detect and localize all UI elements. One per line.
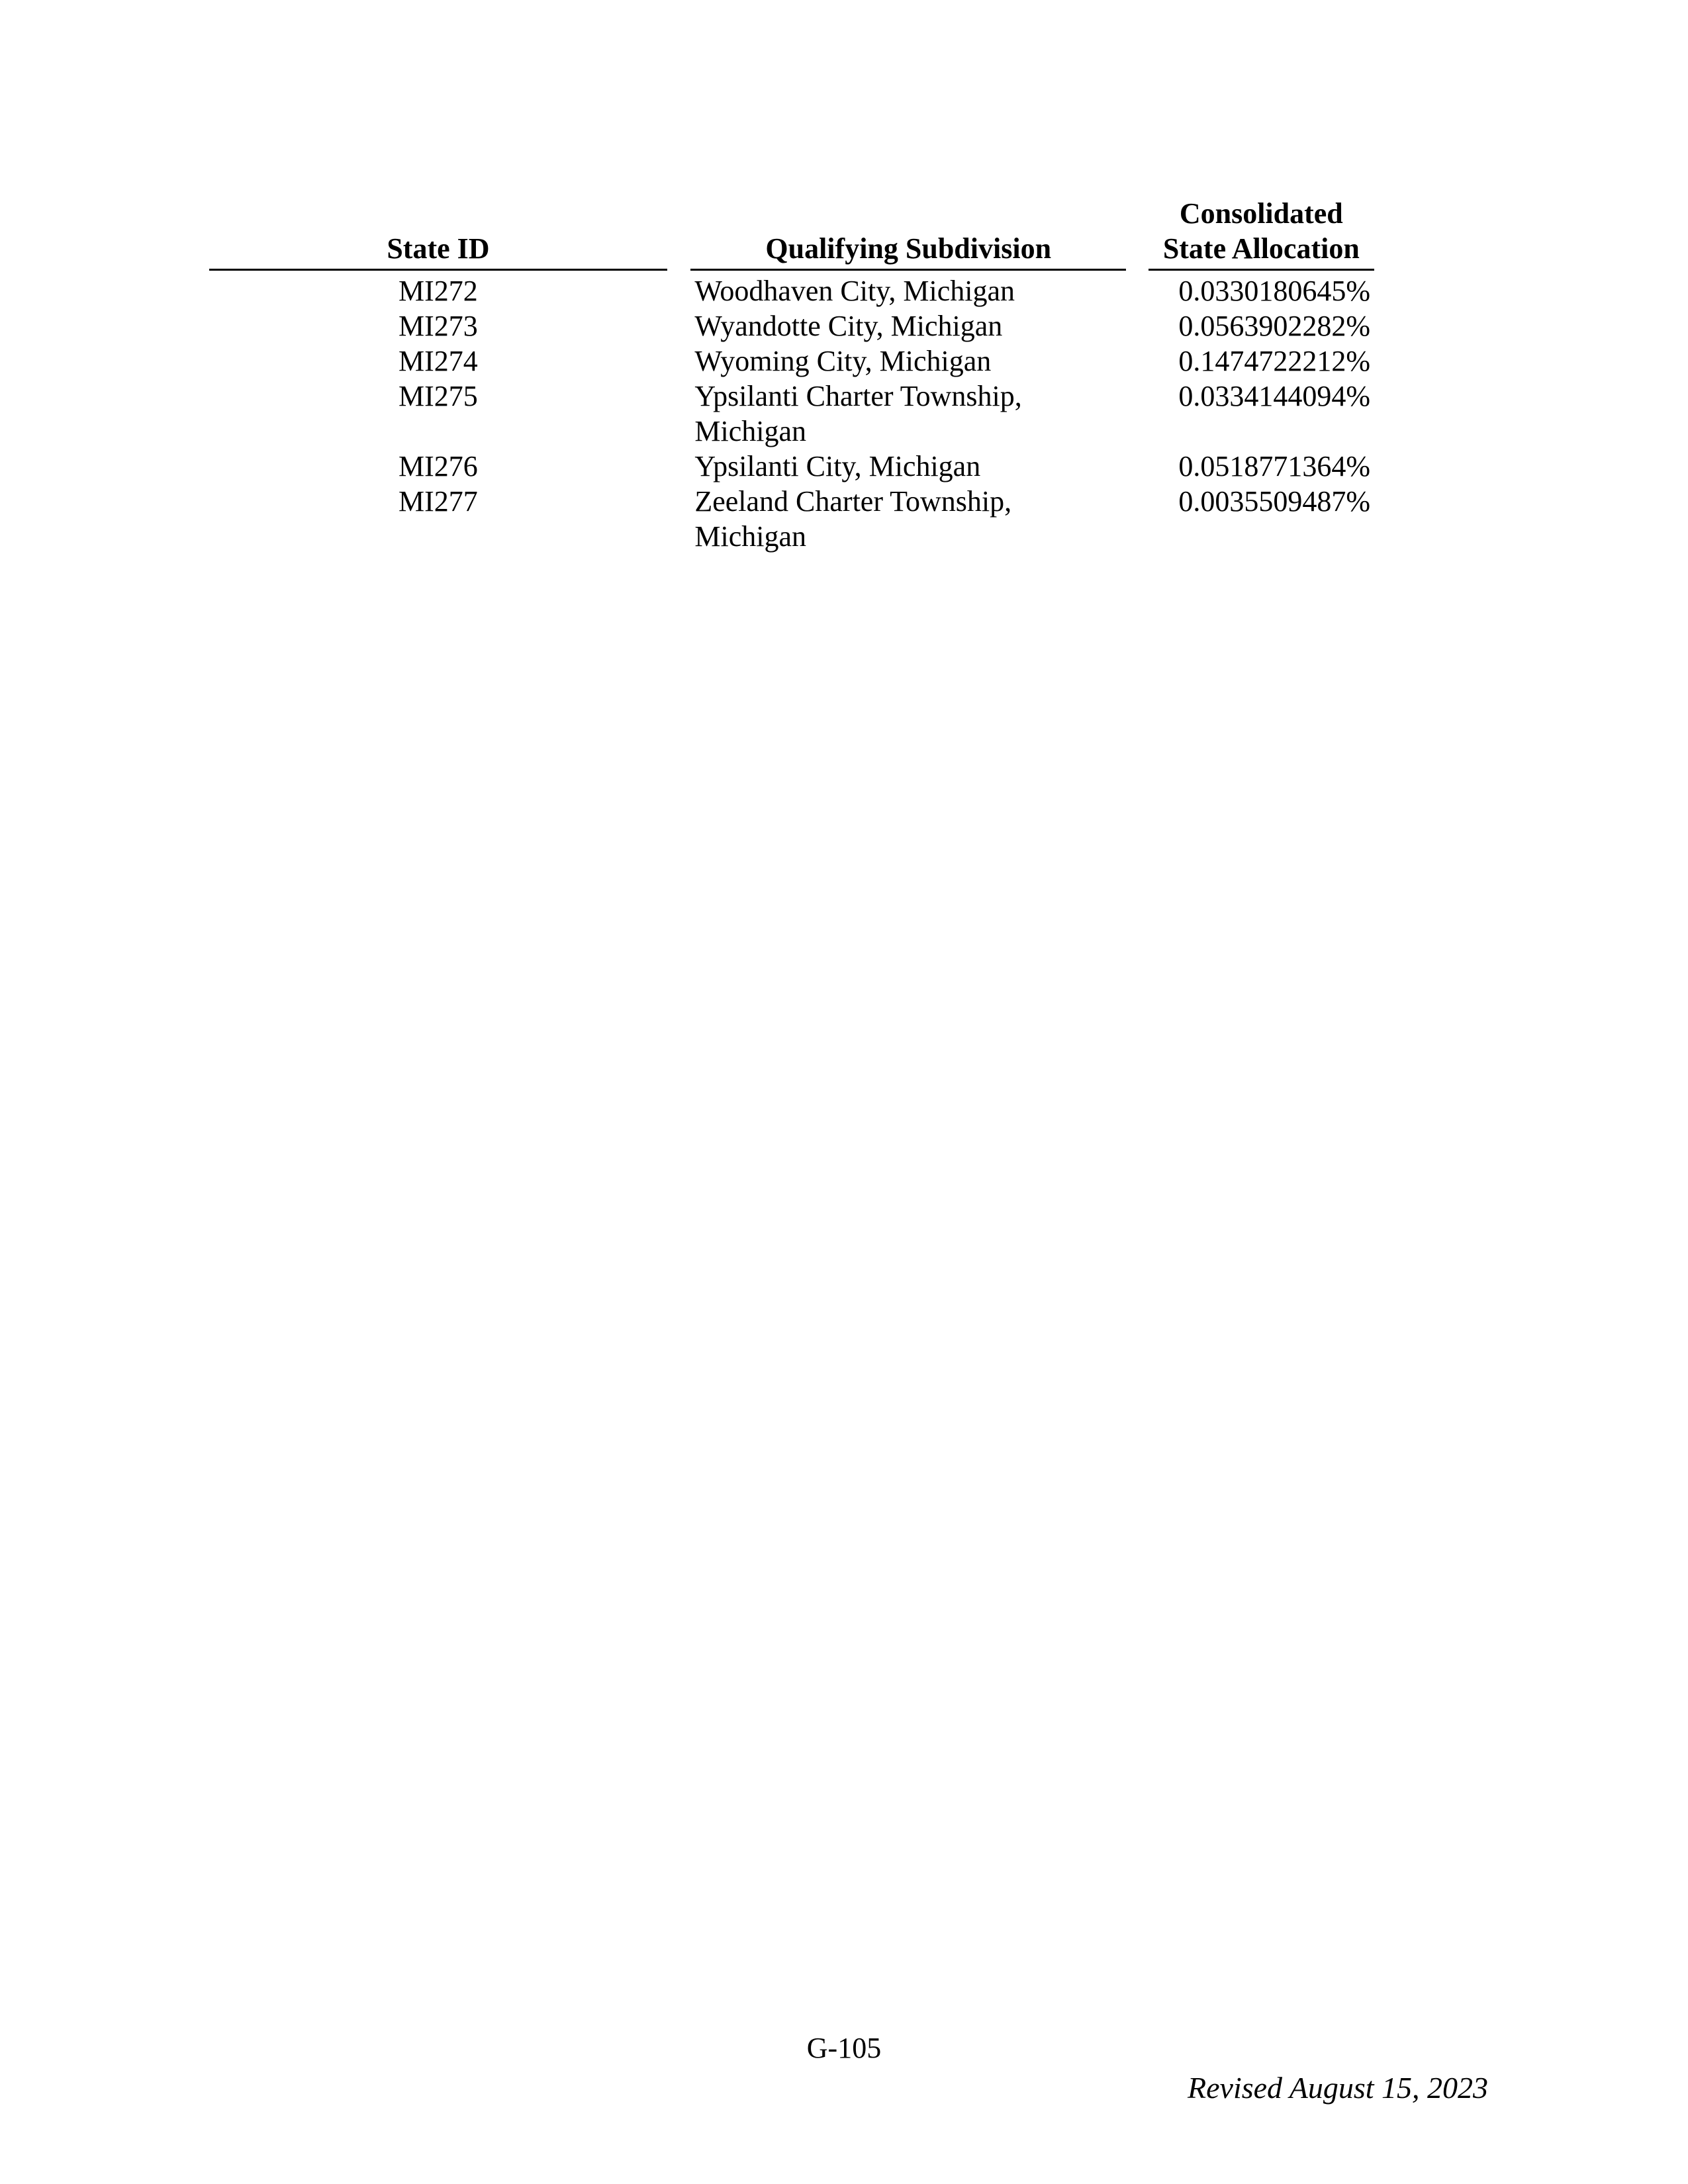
allocation-table-container [209, 196, 1374, 554]
cell-subdivision [690, 484, 1126, 554]
cell-allocation: 0.0563902282% [1178, 310, 1370, 342]
subdivision-line2: Michigan [694, 520, 806, 553]
table-row [209, 343, 1374, 379]
cell-allocation: 0.0334144094% [1178, 380, 1370, 412]
cell-state-id: MI276 [399, 450, 478, 482]
subdivision-line1: Wyandotte City, Michigan [694, 310, 1003, 342]
cell-allocation: 0.1474722212% [1178, 345, 1370, 377]
cell-subdivision [690, 449, 1126, 484]
subdivision-line1: Woodhaven City, Michigan [694, 275, 1015, 307]
subdivision-line2: Michigan [694, 415, 806, 447]
table-row [209, 271, 1374, 308]
revision-date: Revised August 15, 2023 [1188, 2071, 1488, 2105]
cell-subdivision [690, 308, 1126, 343]
cell-allocation: 0.0518771364% [1178, 450, 1370, 482]
cell-subdivision [690, 271, 1126, 308]
subdivision-line1: Wyoming City, Michigan [694, 345, 992, 377]
header-consolidated-state-allocation [1149, 196, 1374, 271]
table-row [209, 379, 1374, 449]
column-gap [667, 196, 690, 271]
cell-state-id: MI275 [399, 380, 478, 412]
page-number: G-105 [806, 2032, 882, 2064]
subdivision-line1: Ypsilanti City, Michigan [694, 450, 981, 482]
table-row [209, 308, 1374, 343]
header-state-id: State ID [209, 196, 667, 271]
cell-subdivision [690, 379, 1126, 449]
table-row [209, 484, 1374, 554]
cell-allocation: 0.0035509487% [1178, 485, 1370, 518]
header-qualifying-subdivision: Qualifying Subdivision [690, 196, 1126, 271]
subdivision-line1: Ypsilanti Charter Township, [694, 380, 1022, 412]
cell-state-id: MI277 [399, 485, 478, 518]
cell-state-id: MI272 [399, 275, 478, 307]
cell-state-id: MI273 [399, 310, 478, 342]
column-gap [1126, 196, 1149, 271]
table-row [209, 449, 1374, 484]
cell-allocation: 0.0330180645% [1178, 275, 1370, 307]
cell-subdivision [690, 343, 1126, 379]
subdivision-line1: Zeeland Charter Township, [694, 485, 1012, 518]
allocation-table [209, 196, 1374, 554]
cell-state-id: MI274 [399, 345, 478, 377]
header-allocation-line1: Consolidated [1179, 197, 1343, 230]
header-allocation-line2: State Allocation [1162, 232, 1360, 265]
table-header-row [209, 196, 1374, 271]
